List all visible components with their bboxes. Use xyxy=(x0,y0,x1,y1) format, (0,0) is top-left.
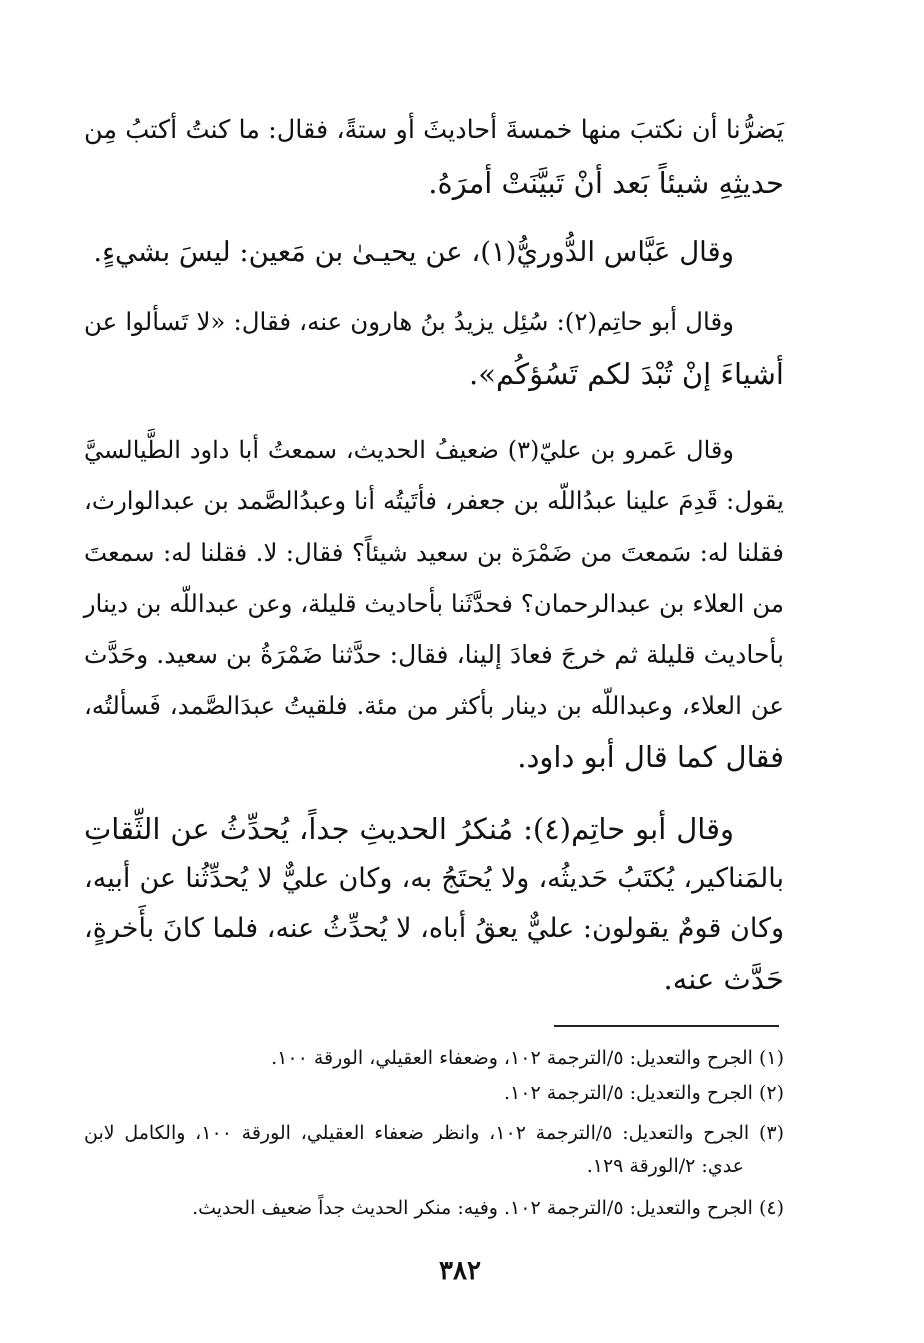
text-line: يقول: قَدِمَ علينا عبدُاللّه بن جعفر، فأتَيتُه أنا وعبدُالصَّمد بن عبدالوارث، xyxy=(84,486,784,515)
text-line: من العلاء بن عبدالرحمان؟ فحدَّثَنا بأحاديث قليلة، وعن عبداللّه بن دينار xyxy=(83,589,784,618)
text-line: وقال عَبَّاس الدُّوريُّ(١)، عن يحيـىٰ بن مَعين: ليسَ بشيءٍ. xyxy=(93,236,734,268)
text-line: وقال أبو حاتِم(٤): مُنكرُ الحديثِ جداً، يُحدِّثُ عن الثِّقاتِ xyxy=(84,812,734,846)
text-line: يَضرُّنا أن نكتبَ منها خمسةَ أحاديثَ أو ستةً، فقال: ما كنتُ أكتبُ مِن xyxy=(84,115,784,145)
text-line: حَدَّث عنه. xyxy=(663,962,784,996)
footnote: (٢) الجرح والتعديل: ٥/الترجمة ١٠٢. xyxy=(504,1082,784,1104)
text-line: فقلنا له: سَمعتَ من ضَمْرَة بن سعيد شيئاً؟ فقال: لا. فقلنا له: سمعتَ xyxy=(84,538,784,567)
text-line: حديثِهِ شيئاً بَعد أنْ تَبيَّنَتْ أمرَهُ. xyxy=(428,166,784,200)
footnote: (٣) الجرح والتعديل: ٥/الترجمة ١٠٢، وانظر ضعفاء العقيلي، الورقة ١٠٠، والكامل لابن xyxy=(84,1122,784,1144)
text-line: وكان قومٌ يقولون: عليٌّ يعقُ أباه، لا يُحدِّثُ عنه، فلما كانَ بأَخرةٍ، xyxy=(84,913,784,944)
footnote: (١) الجرح والتعديل: ٥/الترجمة ١٠٢، وضعفاء العقيلي، الورقة ١٠٠. xyxy=(271,1047,784,1069)
page-number: ٣٨٢ xyxy=(439,1256,481,1286)
text-line: وقال عَمرو بن عليّ(٣) ضعيفُ الحديث، سمعتُ أبا داود الطَّيالسيَّ xyxy=(84,436,734,464)
footnote: (٤) الجرح والتعديل: ٥/الترجمة ١٠٢. وفيه: منكر الحديث جداً ضعيف الحديث. xyxy=(192,1197,784,1219)
text-line: بالمَناكير، يُكتَبُ حَديثُه، ولا يُحتَجُ به، وكان عليٌّ لا يُحدِّثُنا عن أبيه، xyxy=(84,863,784,894)
text-line: أشياءَ إنْ تُبْدَ لكم تَسُؤكُم». xyxy=(469,357,784,391)
text-line: فقال كما قال أبو داود. xyxy=(517,740,784,774)
footnote-separator xyxy=(554,1025,779,1027)
footnote-continuation: عدي: ٢/الورقة ١٢٩. xyxy=(586,1155,744,1177)
text-line: بأحاديث قليلة ثم خرجَ فعادَ إلينا، فقال: حدَّثنا ضَمْرَةُ بن سعيد. وحَدَّث xyxy=(84,640,784,669)
text-line: وقال أبو حاتِم(٢): سُئِل يزيدُ بنُ هارون عنه، فقال: «لا تَسألوا عن xyxy=(84,307,734,336)
text-line: عن العلاء، وعبداللّه بن دينار بأكثر من مئة. فلقيتُ عبدَالصَّمد، فَسألتُه، xyxy=(84,691,784,720)
